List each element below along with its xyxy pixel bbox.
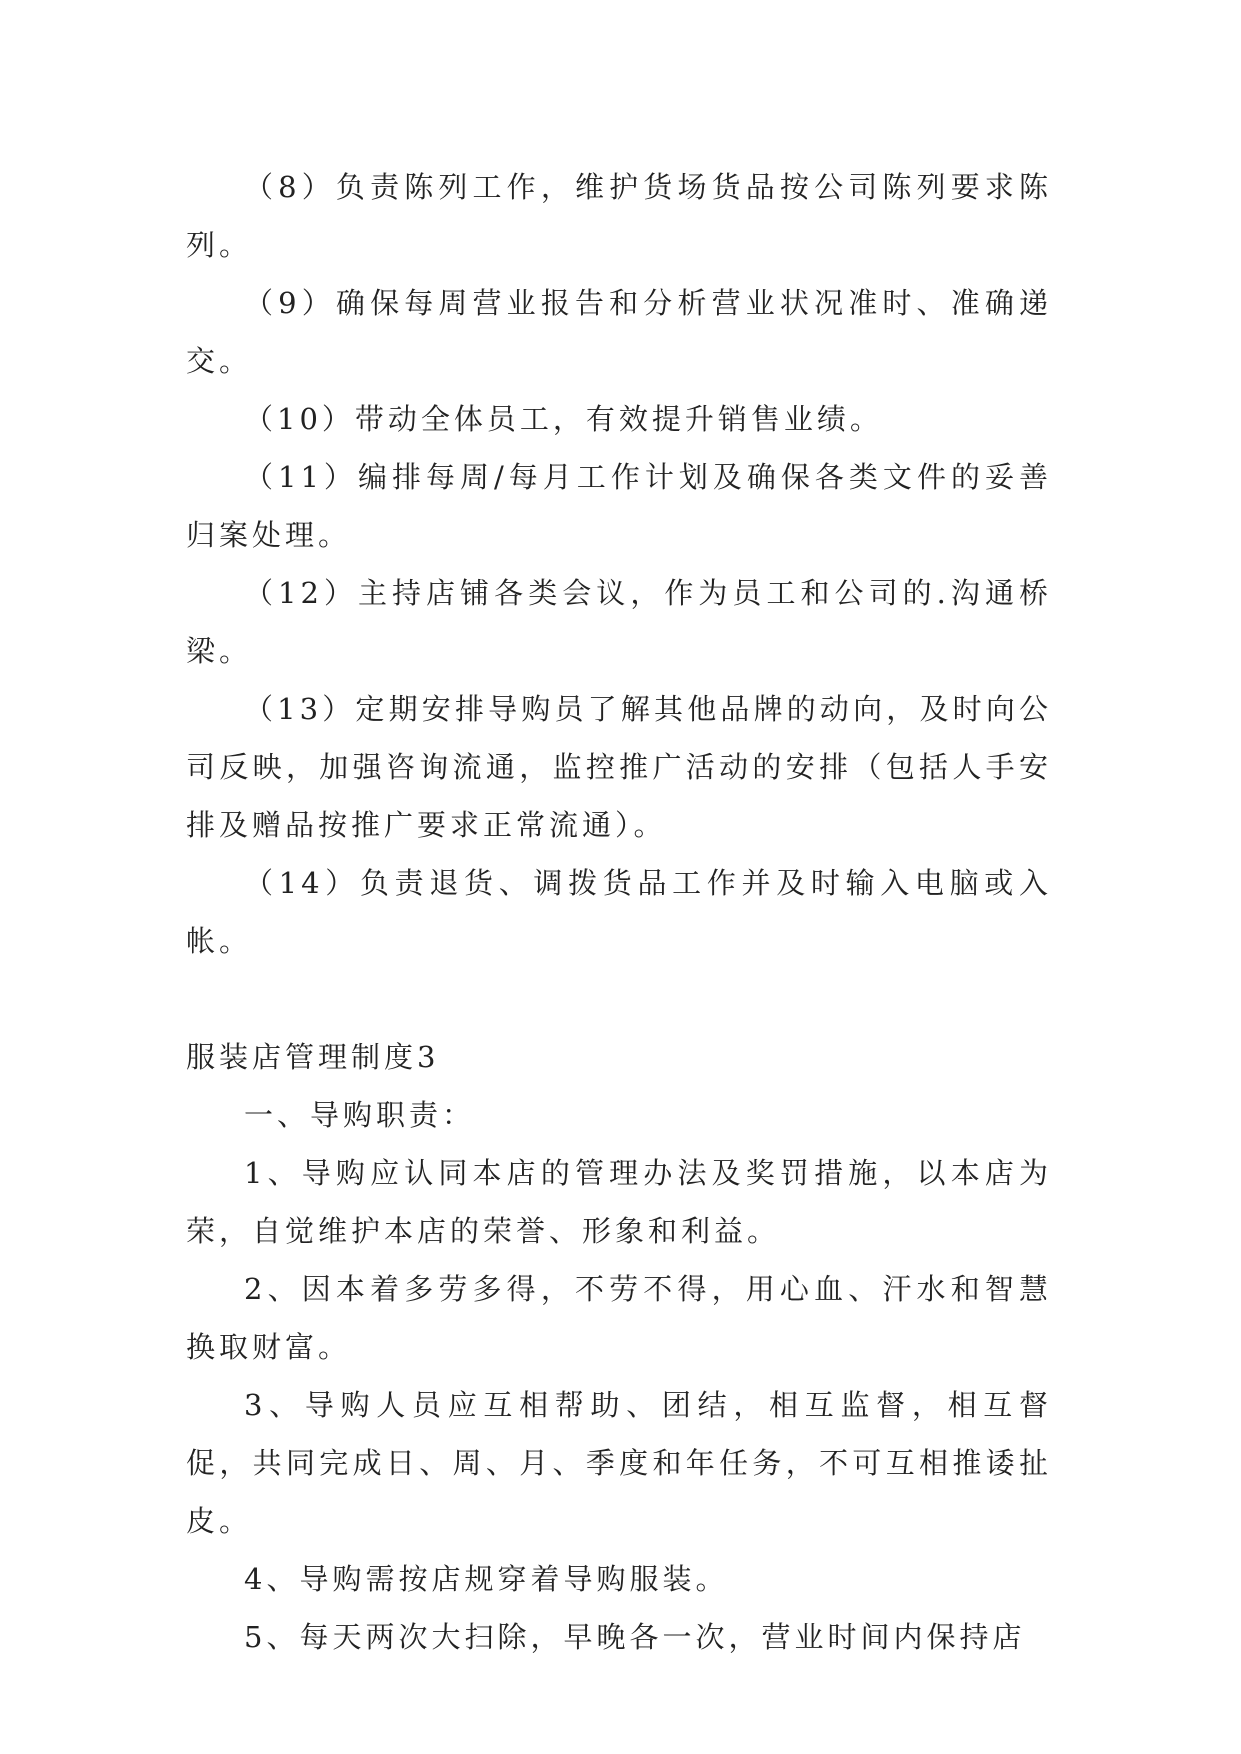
paragraph-item-9: （9）确保每周营业报告和分析营业状况准时、准确递交。 — [186, 286, 1052, 378]
rule-item-4: 4、导购需按店规穿着导购服装。 — [244, 1562, 729, 1596]
paragraph-item-14: （14）负责退货、调拨货品工作并及时输入电脑或入帐。 — [186, 866, 1052, 958]
section-title: 服装店管理制度3 — [186, 1040, 440, 1074]
rule-item-2: 2、因本着多劳多得，不劳不得，用心血、汗水和智慧换取财富。 — [186, 1272, 1052, 1364]
paragraph-item-12: （12）主持店铺各类会议，作为员工和公司的.沟通桥梁。 — [186, 576, 1052, 668]
rule-item-5: 5、每天两次大扫除，早晚各一次，营业时间内保持店 — [244, 1620, 1026, 1654]
paragraph-item-8: （8）负责陈列工作，维护货场货品按公司陈列要求陈列。 — [186, 170, 1052, 262]
rule-item-3: 3、导购人员应互相帮助、团结，相互监督，相互督促，共同完成日、周、月、季度和年任务，不可互相推诿扯皮。 — [186, 1388, 1052, 1538]
paragraph-item-11: （11）编排每周/每月工作计划及确保各类文件的妥善归案处理。 — [186, 460, 1052, 552]
paragraph-item-13: （13）定期安排导购员了解其他品牌的动向，及时向公司反映，加强咨询流通，监控推广活动的安排（包括人手安排及赠品按推广要求正常流通）。 — [186, 692, 1052, 842]
document-body — [186, 158, 1052, 1666]
subsection-heading: 一、导购职责： — [244, 1098, 476, 1132]
rule-item-1: 1、导购应认同本店的管理办法及奖罚措施，以本店为荣，自觉维护本店的荣誉、形象和利益。 — [186, 1156, 1052, 1248]
paragraph-item-10: （10）带动全体员工，有效提升销售业绩。 — [244, 402, 883, 436]
